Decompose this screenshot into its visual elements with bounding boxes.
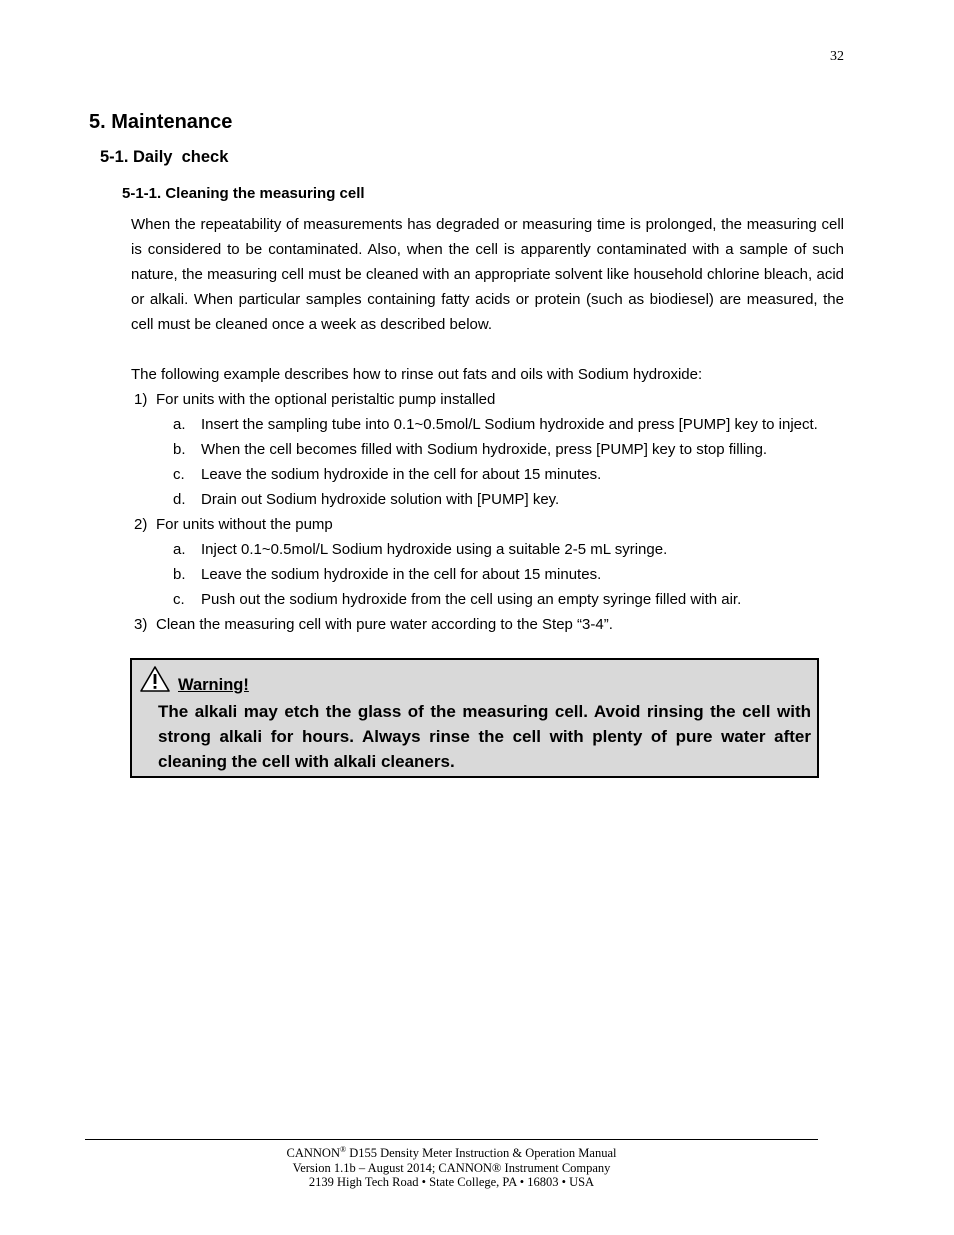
substep-letter: a. — [173, 416, 186, 433]
warning-body: The alkali may etch the glass of the measuring cell. Avoid rinsing the cell with strong alkali for hours. Always rinse the cell with plenty of pure water after cleaning the cell with alkali cleaners. — [158, 702, 811, 771]
warning-triangle-icon — [139, 665, 171, 693]
step-text: Clean the measuring cell with pure water according to the Step “3-4”. — [156, 616, 613, 633]
substep-letter: c. — [173, 466, 185, 483]
substep-text: When the cell becomes filled with Sodium hydroxide, press [PUMP] key to stop filling. — [201, 441, 768, 458]
substep-text: Push out the sodium hydroxide from the cell using an empty syringe filled with air. — [201, 591, 742, 608]
substep-letter: a. — [173, 541, 186, 558]
substep-text: Inject 0.1~0.5mol/L Sodium hydroxide using a suitable 2-5 mL syringe. — [201, 541, 668, 558]
registered-mark: ® — [491, 1160, 502, 1175]
example-intro: The following example describes how to rinse out fats and oils with Sodium hydroxide: — [131, 366, 703, 383]
step-number: 3) — [134, 616, 148, 633]
substep-text: Insert the sampling tube into 0.1~0.5mol/L Sodium hydroxide and press [PUMP] key to inject. — [201, 416, 818, 433]
footer-text: Instrument Company — [501, 1160, 611, 1175]
subsubsection-heading: 5-1-1. Cleaning the measuring cell — [122, 185, 365, 202]
intro-paragraph: When the repeatability of measurements has degraded or measuring time is prolonged, the measuring cell is considered to be contaminated. Also, when the cell is apparently contaminated with a sample of such nature, the measuring cell must be cleaned with an appropriate solvent like household chlorine bleach, acid or alkali. When particular samples containing fatty acids or protein (such as biodiesel) are measured, the cell must be cleaned once a week as described below. — [131, 216, 844, 333]
footer-divider — [85, 1139, 818, 1140]
substep-letter: b. — [173, 566, 186, 583]
substep-text: Leave the sodium hydroxide in the cell for about 15 minutes. — [201, 566, 602, 583]
step-number: 2) — [134, 516, 148, 533]
brand-name: CANNON — [438, 1160, 492, 1175]
brand-name: CANNON — [286, 1146, 340, 1161]
footer-line-3: 2139 High Tech Road • State College, PA • 16803 • USA — [308, 1175, 595, 1190]
subsection-heading: 5-1. Daily check — [100, 148, 229, 166]
step-text: For units with the optional peristaltic pump installed — [156, 391, 496, 408]
step-text: For units without the pump — [156, 516, 333, 533]
substep-letter: d. — [173, 491, 186, 508]
footer-text: Version 1.1b – August 2014; — [292, 1160, 439, 1175]
warning-title: Warning! — [178, 676, 249, 694]
substep-letter: c. — [173, 591, 185, 608]
section-heading: 5. Maintenance — [89, 111, 233, 133]
registered-mark: ® — [339, 1145, 347, 1154]
footer — [85, 1143, 818, 1190]
step-number: 1) — [134, 391, 148, 408]
page-number: 32 — [830, 49, 844, 64]
footer-line-2 — [85, 1161, 818, 1176]
substep-letter: b. — [173, 441, 186, 458]
substep-text: Leave the sodium hydroxide in the cell for about 15 minutes. — [201, 466, 602, 483]
substep-text: Drain out Sodium hydroxide solution with [PUMP] key. — [201, 491, 560, 508]
footer-text: D155 Density Meter Instruction & Operation Manual — [346, 1146, 617, 1161]
warning-box — [130, 658, 819, 778]
footer-line-1 — [85, 1143, 818, 1161]
